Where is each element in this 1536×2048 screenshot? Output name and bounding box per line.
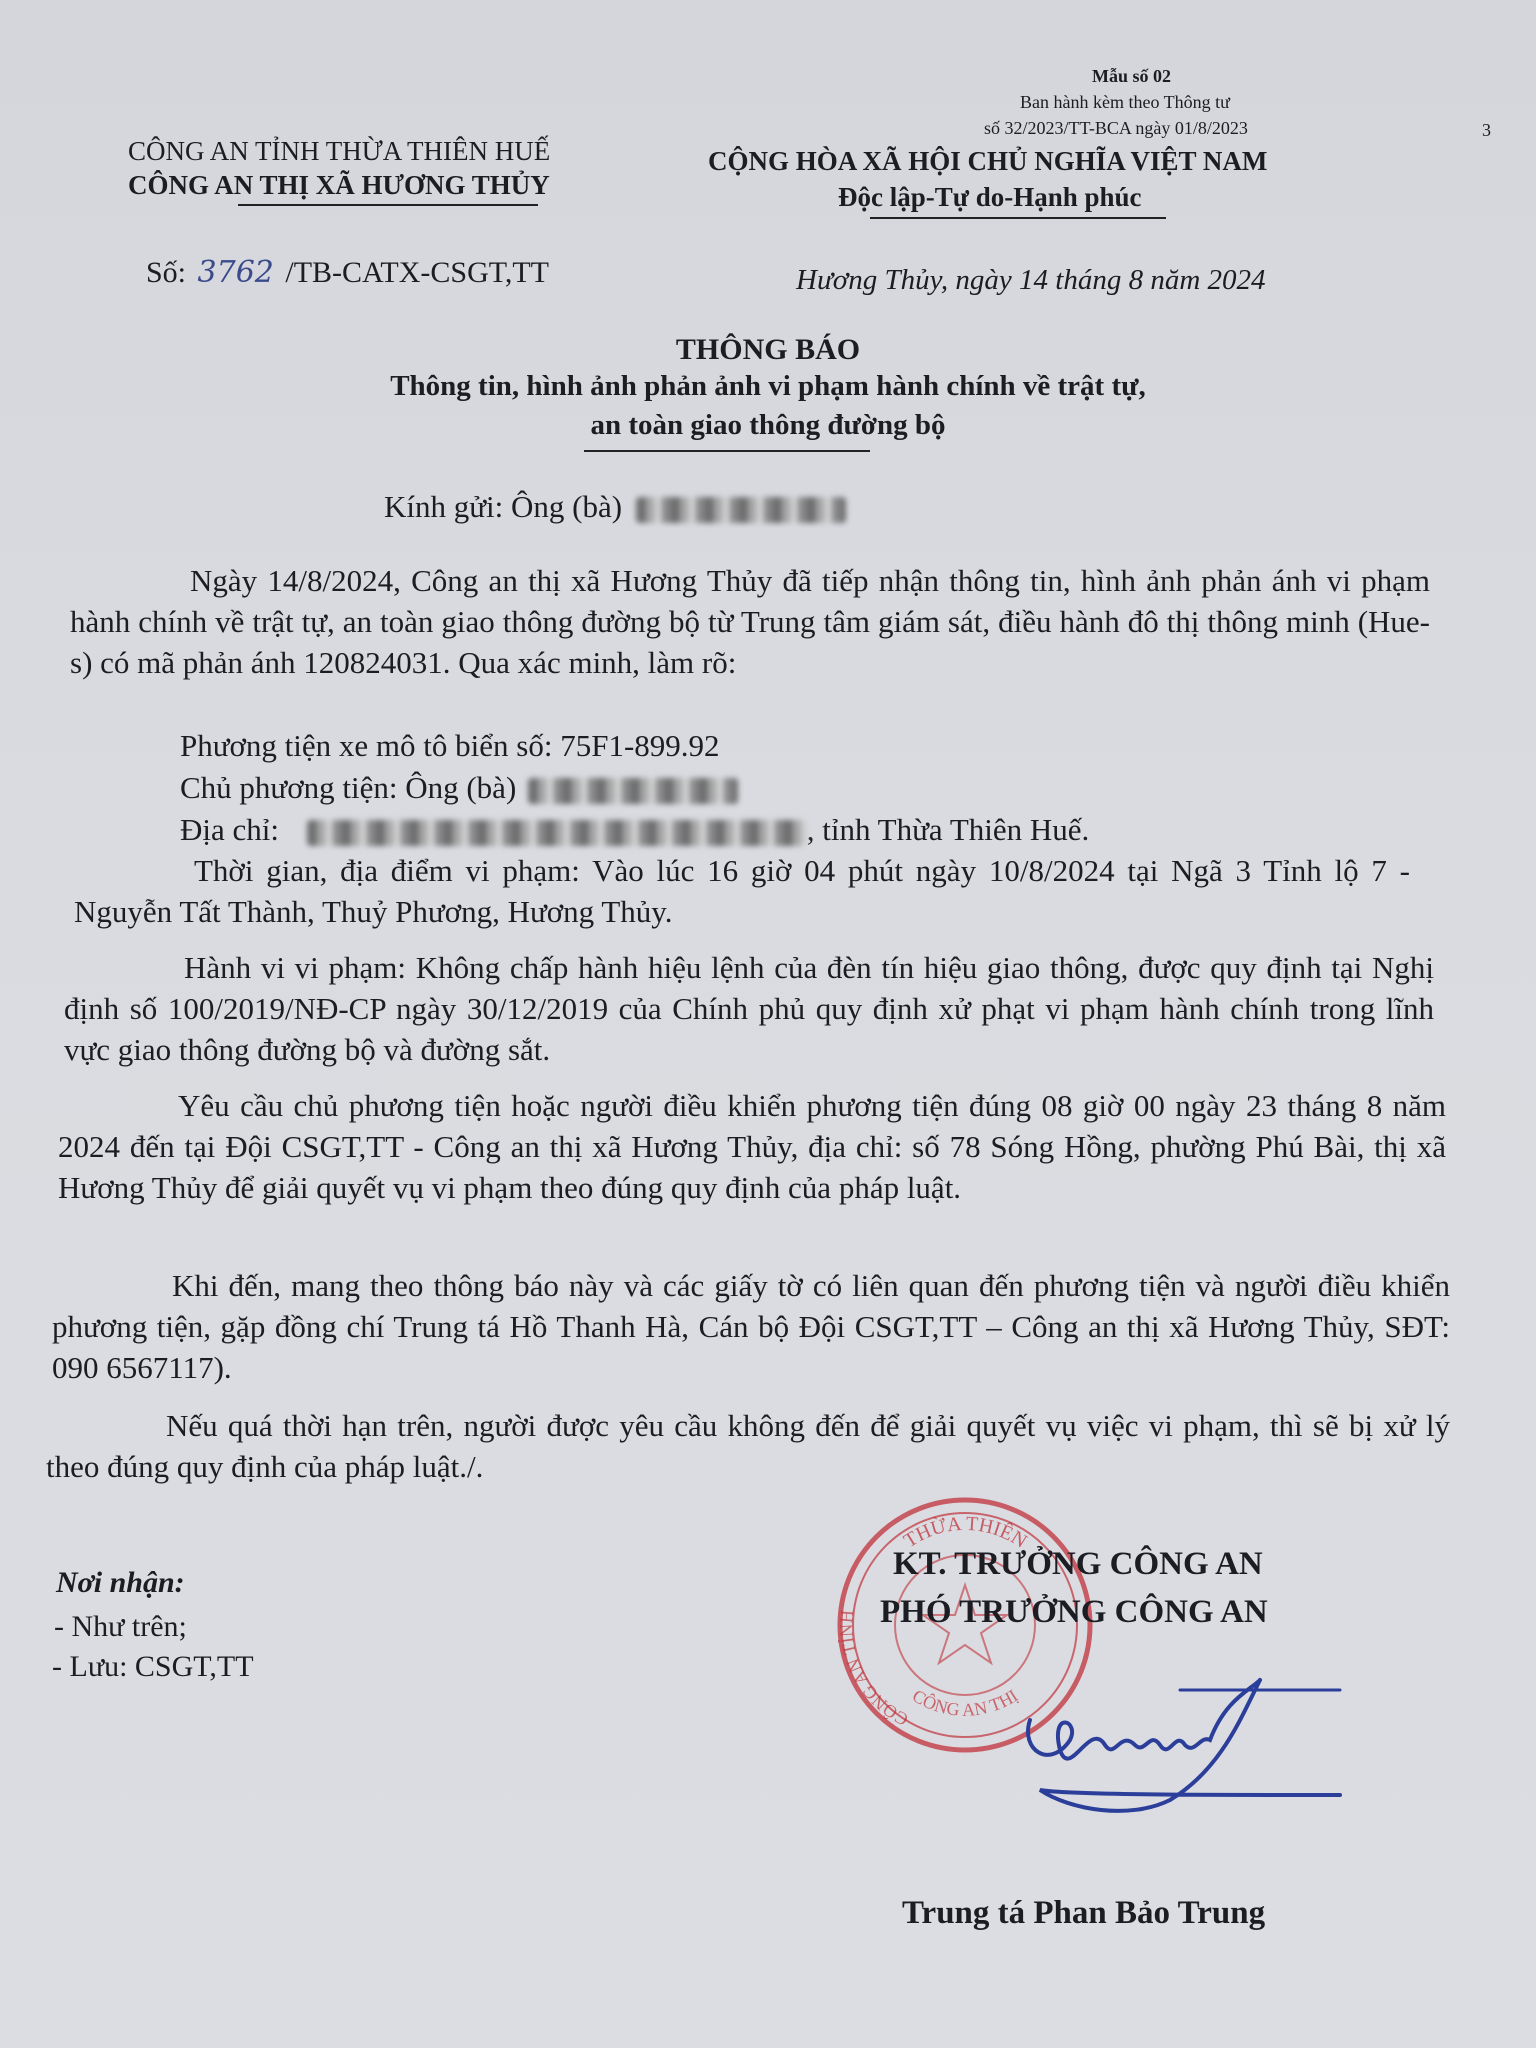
signature-title-2: PHÓ TRƯỞNG CÔNG AN	[880, 1594, 1268, 1630]
paragraph-time-place-text: Thời gian, địa điểm vi phạm: Vào lúc 16 giờ 04 phút ngày 10/8/2024 tại Ngã 3 Tỉnh lộ 7 - Nguyễn Tất Thành, Thuỷ Phương, Hương Thủy.	[74, 853, 1410, 929]
owner-label: Chủ phương tiện: Ông (bà)	[180, 770, 517, 805]
paragraph-request-text: Yêu cầu chủ phương tiện hoặc người điều khiển phương tiện đúng 08 giờ 00 ngày 23 tháng 8 năm 2024 đến tại Đội CSGT,TT - Công an thị xã Hương Thủy, địa chỉ: số 78 Sóng Hồng, phường Phú Bài, thị xã Hương Thủy để giải quyết vụ vi phạm theo đúng quy định của pháp luật.	[58, 1088, 1446, 1205]
seal-text-bottom: CÔNG AN THỊ	[908, 1685, 1022, 1720]
salutation	[384, 489, 846, 525]
nation-header: CỘNG HÒA XÃ HỘI CHỦ NGHĨA VIỆT NAM	[708, 146, 1268, 176]
agency-name: CÔNG AN THỊ XÃ HƯƠNG THỦY	[128, 170, 550, 200]
recipients-title: Nơi nhận:	[56, 1566, 185, 1599]
document-subtitle-1: Thông tin, hình ảnh phản ảnh vi phạm hành chính về trật tự,	[390, 370, 1146, 402]
document-number	[146, 255, 549, 290]
signer-name: Trung tá Phan Bảo Trung	[902, 1895, 1266, 1931]
handwritten-signature	[1010, 1660, 1360, 1850]
agency-underline	[238, 204, 538, 206]
redacted-owner	[528, 778, 738, 804]
paragraph-request	[58, 1085, 1446, 1208]
paragraph-deadline	[46, 1405, 1450, 1487]
vehicle-line: Phương tiện xe mô tô biển số: 75F1-899.92	[180, 728, 720, 763]
owner-line	[180, 767, 738, 808]
address-label: Địa chỉ:	[180, 812, 279, 847]
agency-parent: CÔNG AN TỈNH THỪA THIÊN HUẾ	[128, 136, 551, 166]
signature-title-1: KT. TRƯỞNG CÔNG AN	[893, 1546, 1263, 1582]
form-circular-line: số 32/2023/TT-BCA ngày 01/8/2023	[984, 118, 1248, 138]
seal-text-left: CÔNG AN TỈNH	[835, 1609, 912, 1730]
address-line	[180, 809, 1089, 850]
recipient-item: - Như trên;	[54, 1610, 187, 1643]
salutation-text: Kính gửi: Ông (bà)	[384, 489, 623, 524]
paragraph-intro-text: Ngày 14/8/2024, Công an thị xã Hương Thủy đã tiếp nhận thông tin, hình ảnh phản ánh vi phạm hành chính về trật tự, an toàn giao thông đường bộ từ Trung tâm giám sát, điều hành đô thị thông minh (Hue-s) có mã phản ánh 120824031. Qua xác minh, làm rõ:	[70, 563, 1430, 680]
recipient-item: - Lưu: CSGT,TT	[52, 1650, 254, 1683]
paragraph-time-place	[74, 850, 1410, 932]
paragraph-violation-text: Hành vi vi phạm: Không chấp hành hiệu lệnh của đèn tín hiệu giao thông, được quy định tại Nghị định số 100/2019/NĐ-CP ngày 30/12/2019 của Chính phủ quy định xử phạt vi phạm hành chính trong lĩnh vực giao thông đường bộ và đường sắt.	[64, 950, 1434, 1067]
address-province: , tỉnh Thừa Thiên Huế.	[806, 812, 1090, 847]
paragraph-intro	[70, 560, 1430, 683]
redacted-name	[636, 497, 846, 523]
form-number: Mẫu số 02	[1092, 66, 1172, 86]
motto-underline	[870, 217, 1166, 219]
doc-number-label: Số:	[146, 256, 187, 289]
form-issued-line: Ban hành kèm theo Thông tư	[1020, 92, 1230, 112]
national-motto: Độc lập-Tự do-Hạnh phúc	[838, 182, 1142, 212]
doc-number-handwritten: 3762	[197, 255, 274, 290]
paragraph-deadline-text: Nếu quá thời hạn trên, người được yêu cầu không đến để giải quyết vụ việc vi phạm, thì sẽ bị xử lý theo đúng quy định của pháp luật./.	[46, 1408, 1450, 1484]
redacted-address	[307, 820, 807, 846]
document-subtitle-2: an toàn giao thông đường bộ	[590, 409, 946, 441]
page-number: 3	[1482, 120, 1491, 140]
svg-text:CÔNG AN THỊ	[909, 1685, 1021, 1720]
paragraph-documents-text: Khi đến, mang theo thông báo này và các giấy tờ có liên quan đến phương tiện và người điều khiển phương tiện, gặp đồng chí Trung tá Hồ Thanh Hà, Cán bộ Đội CSGT,TT – Công an thị xã Hương Thủy, SĐT: 090 6567117).	[52, 1268, 1450, 1385]
paragraph-documents	[52, 1265, 1450, 1388]
title-underline	[584, 450, 870, 452]
doc-number-suffix: /TB-CATX-CSGT,TT	[285, 256, 549, 289]
paragraph-violation	[64, 947, 1434, 1070]
seal-text-top: THỪA THIÊN	[899, 1512, 1031, 1553]
document-title: THÔNG BÁO	[675, 333, 861, 366]
place-date: Hương Thủy, ngày 14 tháng 8 năm 2024	[796, 264, 1266, 296]
